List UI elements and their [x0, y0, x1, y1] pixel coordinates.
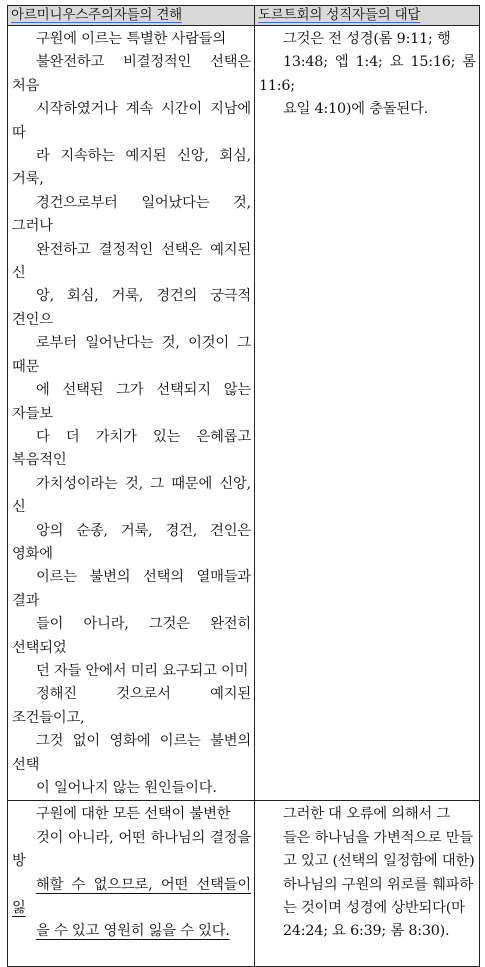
text-line: 앙, 회심, 거룩, 경건의 궁극적 견인으 — [12, 288, 251, 328]
text-line: 라 지속하는 예지된 신앙, 회심, 거룩, — [12, 148, 251, 188]
text-line: 들은 하나님을 가변적으로 만들 — [283, 829, 473, 846]
text-line: 가치성이라는 것, 그 때문에 신앙, 신 — [12, 475, 251, 516]
table-header-row — [8, 6, 480, 26]
text-line: 로부터 일어난다는 것, 이것이 그 때문 — [12, 335, 251, 375]
header-left-text: 아르미니우스주의자들의 견해 — [11, 7, 183, 23]
text-line: 그것은 전 성경(롬 9:11; 행 — [283, 31, 451, 47]
comparison-table — [7, 5, 480, 967]
header-right-text: 도르트회의 성직자들의 대답 — [258, 7, 421, 23]
row1-dort-cell — [255, 26, 480, 801]
header-arminian-view — [8, 6, 255, 26]
text-line: 불완전하고 비결정적인 선택은 처음 — [12, 54, 251, 94]
table-row — [8, 26, 480, 801]
text-line: 24:24; 요 6:39; 롬 8:30). — [283, 923, 450, 940]
table-row — [8, 801, 480, 967]
header-dort-answer — [255, 6, 480, 26]
row1-right-paragraph — [259, 28, 476, 122]
text-line: 시작하였거나 계속 시간이 지남에 따 — [12, 101, 251, 141]
text-line: 앙의 순종, 거룩, 경건, 견인은 영화에 — [12, 522, 251, 562]
text-line: 고 있고 (선택의 일정함에 대한) — [283, 853, 475, 870]
text-line: 그러한 대 오류에 의해서 그 — [283, 806, 451, 823]
text-line: 이르는 불변의 선택의 열매들과 결과 — [12, 569, 251, 609]
text-line: 구원에 이르는 특별한 사람들의 — [36, 31, 226, 47]
text-line: 에 선택된 그가 선택되지 않는 자들보 — [12, 382, 251, 422]
row2-dort-cell — [255, 801, 480, 967]
text-line: 다 더 가치가 있는 은혜롭고 복음적인 — [12, 428, 251, 469]
row2-left-paragraph — [12, 803, 251, 943]
text-line: 하나님의 구원의 위로를 훼파하 — [283, 876, 473, 893]
text-line: 그것 없이 영화에 이르는 불변의 선택 — [12, 733, 251, 773]
row1-left-paragraph — [12, 28, 251, 800]
text-line: 요일 4:10)에 충돌된다. — [283, 101, 428, 118]
text-line: 들이 아니라, 그것은 완전히 선택되었 — [12, 616, 251, 656]
row2-right-paragraph — [259, 803, 476, 943]
text-line: 완전하고 결정적인 선택은 예지된 신 — [12, 241, 251, 282]
text-line: 것이 아니라, 어떤 하나님의 결정을 방 — [12, 829, 251, 870]
text-line: 정해진 것으로서 예지된 조건들이고, — [12, 686, 251, 726]
text-line: 이 일어나지 않는 원인들이다. — [36, 780, 217, 796]
row2-arminian-cell — [8, 801, 255, 967]
text-line: 해할 수 없으므로, 어떤 선택들이 잃 — [12, 876, 251, 917]
text-line: 던 자들 안에서 미리 요구되고 이미 — [36, 662, 249, 679]
text-line: 13:48; 엡 1:4; 요 15:16; 롬 11:6; — [259, 54, 476, 94]
text-line: 경건으로부터 일어났다는 것, 그러나 — [12, 194, 251, 235]
text-line: 는 것이며 성경에 상반되다(마 — [283, 900, 465, 917]
text-line: 을 수 있고 영원히 잃을 수 있다. — [36, 923, 230, 940]
row1-arminian-cell — [8, 26, 255, 801]
text-line: 구원에 대한 모든 선택이 불변한 — [36, 806, 231, 823]
